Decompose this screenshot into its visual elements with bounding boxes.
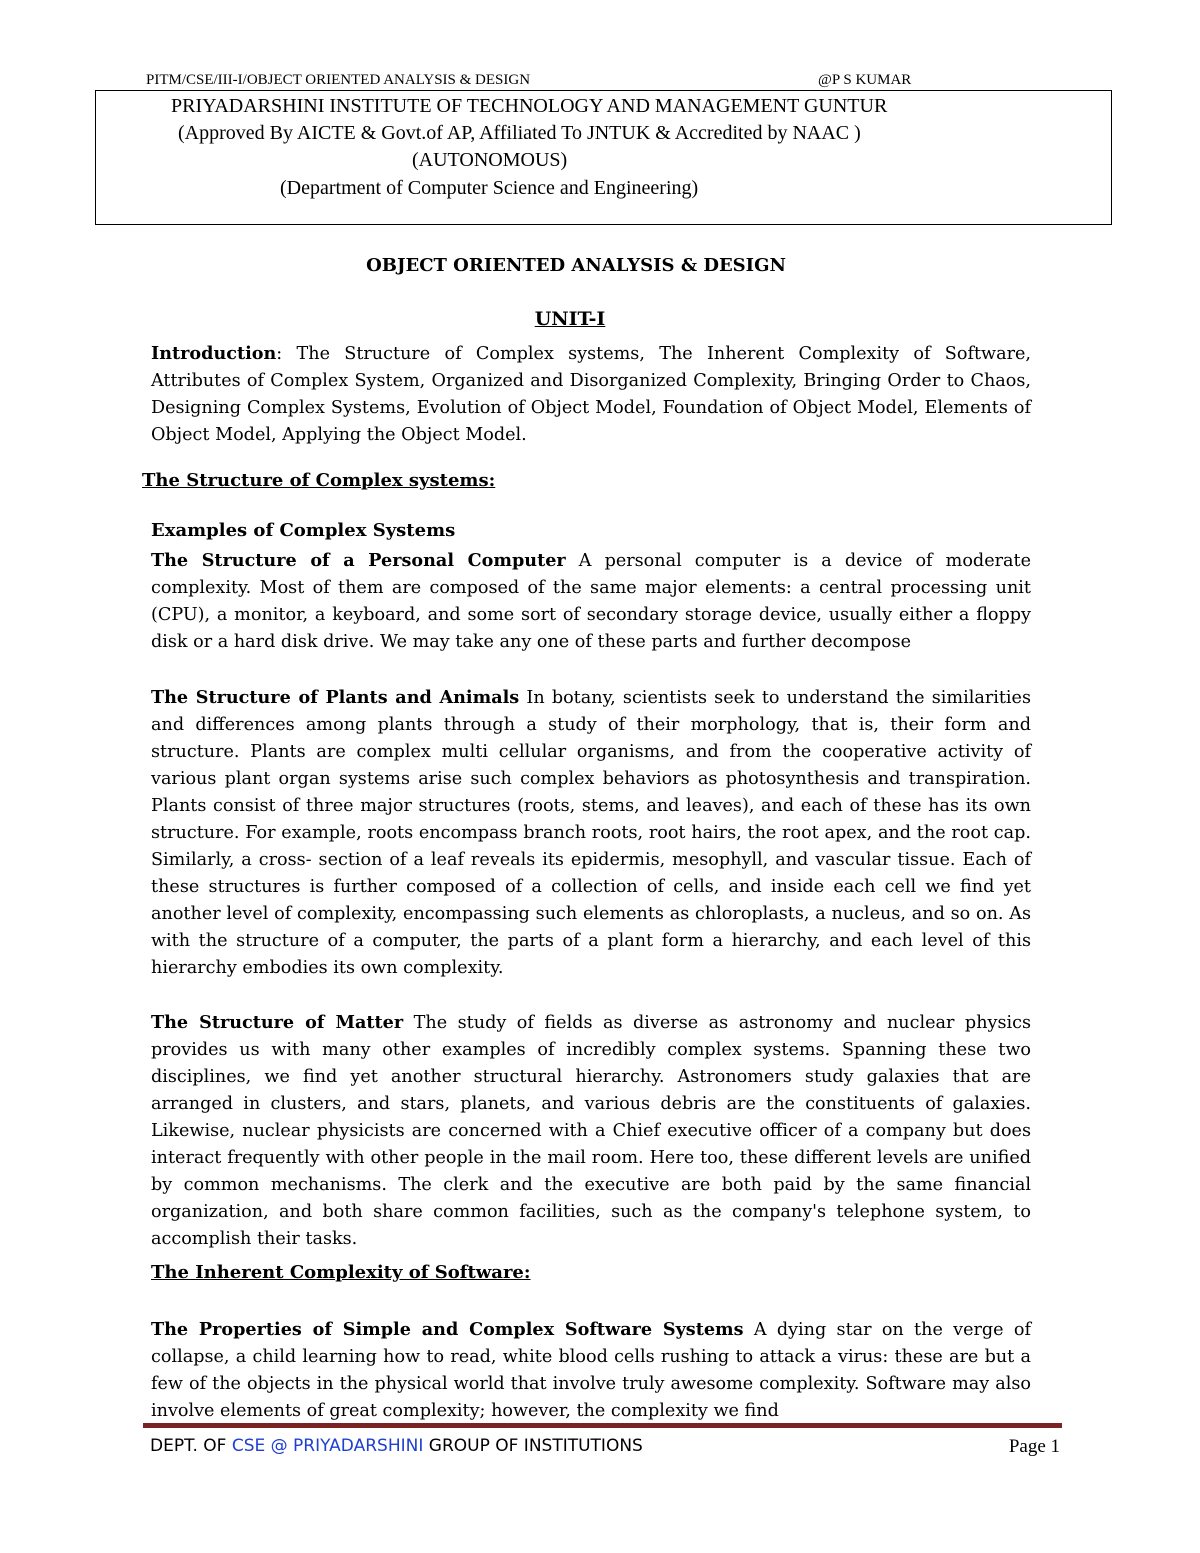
paragraph-text: A dying star on the verge of collapse, a child learning how to read, white blood cells rushing to attack a virus: these are but a few of the objects in the physical world that involve truly awesome complexity. Software may also involve elements of great complexity; however, the complexity we find	[151, 1320, 1031, 1421]
paragraph-personal-computer	[151, 547, 1031, 656]
paragraph-text: The study of fields as diverse as astronomy and nuclear physics provides us with many other examples of incredibly complex systems. Spanning these two disciplines, we find yet another structural hierarchy. Astronomers study galaxies that are arranged in clusters, and stars, planets, and various debris are the constituents of galaxies. Likewise, nuclear physicists are concerned with a Chief executive officer of a company but does interact frequently with other people in the mail room. Here too, these different levels are unified by common mechanisms. The clerk and the executive are both paid by the same financial organization, and both share common facilities, such as the company's telephone system, to accomplish their tasks.	[151, 1013, 1031, 1249]
institution-name: PRIYADARSHINI INSTITUTE OF TECHNOLOGY AND MANAGEMENT GUNTUR	[171, 95, 888, 117]
intro-paragraph	[151, 340, 1031, 449]
paragraph-matter	[151, 1009, 1031, 1253]
footer-suffix: GROUP OF INSTITUTIONS	[423, 1436, 643, 1456]
section-heading-inherent-complexity: The Inherent Complexity of Software:	[151, 1262, 531, 1283]
intro-label: Introduction	[151, 343, 277, 364]
paragraph-plants-animals	[151, 684, 1031, 982]
intro-text: : The Structure of Complex systems, The Inherent Complexity of Software, Attributes of Complex System, Organized and Disorganized Complexity, Bringing Order to Chaos, Designing Complex Systems, Evolution of Object Model, Foundation of Object Model, Elements of Object Model, Applying the Object Model.	[151, 344, 1031, 445]
footer-prefix: DEPT. OF	[150, 1436, 232, 1456]
institution-department: (Department of Computer Science and Engineering)	[280, 177, 699, 199]
footer-rule	[143, 1423, 1062, 1428]
institution-approval: (Approved By AICTE & Govt.of AP, Affiliated To JNTUK & Accredited by NAAC )	[178, 122, 861, 144]
unit-title: UNIT-I	[534, 308, 606, 330]
footer-department	[150, 1436, 643, 1456]
section-heading-structure-text: The Structure of Complex systems	[142, 470, 489, 491]
document-title: OBJECT ORIENTED ANALYSIS & DESIGN	[366, 255, 786, 276]
header-course-code: PITM/CSE/III-I/OBJECT ORIENTED ANALYSIS & DESIGN	[146, 72, 531, 88]
page-number: Page 1	[1008, 1436, 1060, 1457]
paragraph-software-systems	[151, 1316, 1031, 1425]
paragraph-lead: The Structure of Plants and Animals	[151, 687, 520, 708]
paragraph-lead: The Structure of Matter	[151, 1012, 404, 1033]
section-heading-structure-suffix: :	[488, 470, 496, 491]
paragraph-text: In botany, scientists seek to understand the similarities and differences among plants through a study of their morphology, that is, their form and structure. Plants are complex multi cellular organisms, and from the cooperative activity of various plant organ systems arise such complex behaviors as photosynthesis and transpiration. Plants consist of three major structures (roots, stems, and leaves), and each of these has its own structure. For example, roots encompass branch roots, root hairs, the root apex, and the root cap. Similarly, a cross- section of a leaf reveals its epidermis, mesophyll, and vascular tissue. Each of these structures is further composed of a collection of cells, and inside each cell we find yet another level of complexity, encompassing such elements as chloroplasts, a nucleus, and so on. As with the structure of a computer, the parts of a plant form a hierarchy, and each level of this hierarchy embodies its own complexity.	[151, 688, 1031, 978]
institution-status: (AUTONOMOUS)	[412, 149, 568, 171]
paragraph-lead: The Properties of Simple and Complex Software Systems	[151, 1319, 744, 1340]
page-footer	[150, 1436, 1060, 1460]
paragraph-lead: The Structure of a Personal Computer	[151, 550, 566, 571]
running-header	[146, 72, 932, 92]
institution-box	[95, 90, 1112, 225]
footer-accent: CSE @ PRIYADARSHINI	[231, 1436, 424, 1456]
section-heading-structure	[142, 470, 495, 491]
examples-heading: Examples of Complex Systems	[151, 520, 456, 541]
paragraph-text: A personal computer is a device of moderate complexity. Most of them are composed of the same major elements: a central processing unit (CPU), a monitor, a keyboard, and some sort of secondary storage device, usually either a floppy disk or a hard disk drive. We may take any one of these parts and further decompose	[151, 551, 1031, 652]
header-author: @P S KUMAR	[818, 72, 912, 88]
